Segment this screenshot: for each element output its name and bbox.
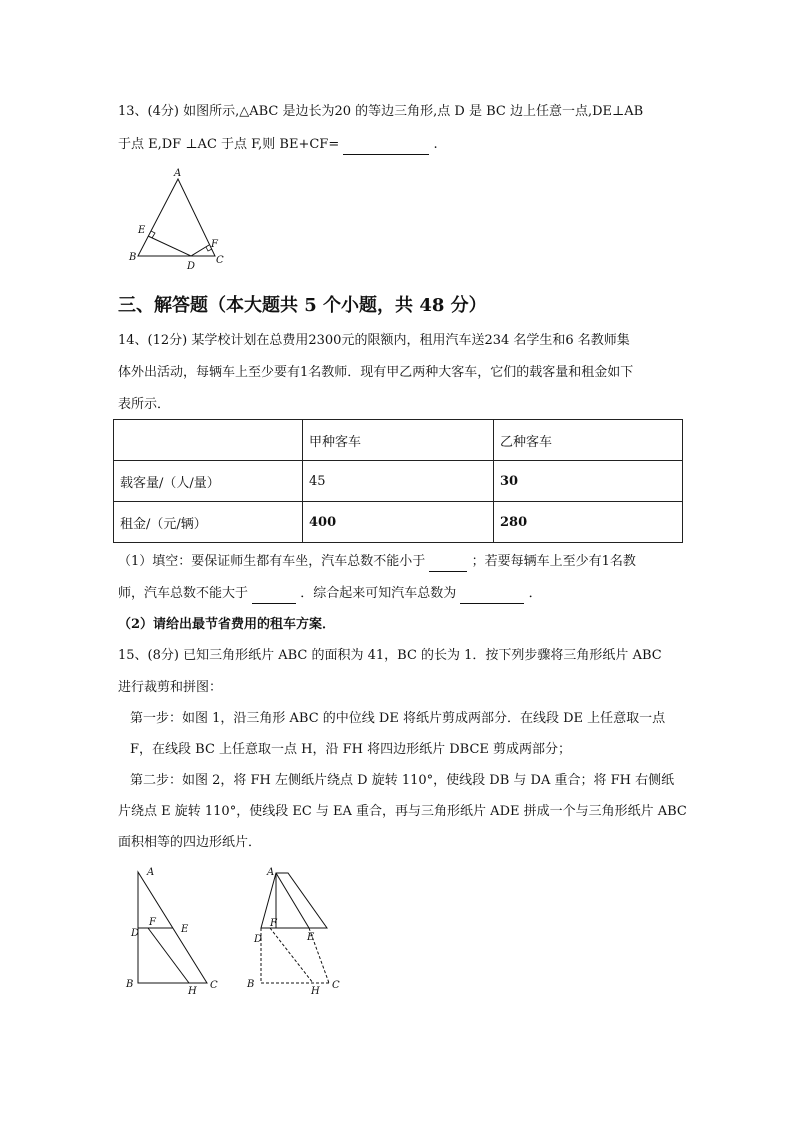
- q14-sub2: （2）请给出最节省费用的租车方案．: [118, 617, 336, 632]
- table-cell: 30: [494, 461, 683, 502]
- q13-line-2-end: .: [433, 137, 438, 152]
- fig1-label-a: A: [147, 867, 155, 878]
- section-3-title: 三、解答题（本大题共 5 个小题，共 48 分）: [118, 295, 487, 316]
- label-c: C: [216, 255, 224, 266]
- table-header-cell: [114, 420, 303, 461]
- q14-sub1-text-d: ．综合起来可知汽车总数为: [300, 586, 457, 601]
- q13-answer-blank: [343, 140, 429, 155]
- fig1-label-d: D: [131, 928, 140, 939]
- segment-df: [191, 245, 209, 256]
- q14-line-2: 体外出活动，每辆车上至少要有1名教师．现有甲乙两种大客车，它们的载客量和租金如下: [118, 365, 634, 380]
- fig1-cut-fh: [148, 928, 189, 983]
- label-e: E: [138, 225, 146, 236]
- table-cell: 租金/（元/辆）: [114, 502, 303, 543]
- bus-rental-table: [113, 419, 683, 543]
- fig1-label-c: C: [210, 980, 218, 991]
- fig1-label-b: B: [126, 979, 134, 990]
- table-header-cell: 乙种客车: [494, 420, 683, 461]
- label-b: B: [129, 252, 137, 263]
- q13-triangle-figure: [125, 165, 235, 275]
- q15-line-1: 15、(8分) 已知三角形纸片 ABC 的面积为 41，BC 的长为 1．按下列步骤将三角形纸片 ABC: [118, 648, 662, 663]
- q13-line-2: [118, 135, 438, 155]
- q15-step1-line-2: F，在线段 BC 上任意取一点 H，沿 FH 将四边形纸片 DBCE 剪成两部分；: [130, 742, 572, 757]
- table-row: [114, 502, 683, 543]
- q14-sub1-text-e: ．: [528, 586, 542, 601]
- q14-sub1-line-1: [118, 552, 636, 572]
- fig2-label-f: F: [270, 918, 277, 929]
- q13-line-1: 13、(4分) 如图所示,△ABC 是边长为20 的等边三角形,点 D 是 BC 边上任意一点,DE⊥AB: [118, 104, 644, 119]
- q14-sub1-text-b: ；若要每辆车上至少有1名教: [471, 554, 636, 569]
- right-angle-mark-e: [151, 231, 155, 238]
- q14-line-3: 表所示．: [118, 397, 171, 412]
- q13-line-2-text: 于点 E,DF ⊥AC 于点 F,则 BE+CF=: [118, 137, 340, 152]
- fig2-label-h: H: [311, 986, 320, 997]
- table-cell: 载客量/（人/量）: [114, 461, 303, 502]
- q15-step1-line-1: 第一步：如图 1，沿三角形 ABC 的中位线 DE 将纸片剪成两部分．在线段 DE 上任意取一点: [130, 711, 666, 726]
- fig2-label-c: C: [332, 980, 340, 991]
- q14-blank-3: [460, 589, 524, 604]
- table-cell: 280: [494, 502, 683, 543]
- q14-sub1-text-a: （1）填空：要保证师生都有车坐，汽车总数不能小于: [118, 554, 426, 569]
- table-header-row: [114, 420, 683, 461]
- fig2-segment-ae: [276, 873, 309, 928]
- table-cell: 45: [303, 461, 494, 502]
- q15-figure-2: [245, 862, 350, 997]
- fig2-label-d: D: [254, 934, 263, 945]
- triangle-abc: [138, 179, 215, 256]
- q15-figure-1: [122, 862, 227, 997]
- fig2-label-a: A: [267, 867, 275, 878]
- fig2-label-e: E: [307, 932, 315, 943]
- fig1-label-h: H: [188, 986, 197, 997]
- label-a: A: [174, 168, 182, 179]
- segment-de: [148, 236, 191, 256]
- fig1-label-e: E: [181, 924, 189, 935]
- fig1-label-f: F: [149, 917, 156, 928]
- q14-sub1-line-2: [118, 584, 542, 604]
- q15-step2-line-3: 面积相等的四边形纸片．: [118, 835, 262, 850]
- table-header-cell: 甲种客车: [303, 420, 494, 461]
- q15-line-2: 进行裁剪和拼图：: [118, 680, 223, 695]
- q15-step2-line-1: 第二步：如图 2，将 FH 左侧纸片绕点 D 旋转 110°，使线段 DB 与 DA 重合；将 FH 右侧纸: [130, 773, 675, 788]
- table-row: [114, 461, 683, 502]
- fig2-label-b: B: [247, 979, 255, 990]
- label-f: F: [211, 239, 218, 250]
- q14-blank-2: [252, 589, 296, 604]
- table-cell: 400: [303, 502, 494, 543]
- q15-step2-line-2: 片绕点 E 旋转 110°，使线段 EC 与 EA 重合，再与三角形纸片 ADE 拼成一个与三角形纸片 ABC: [118, 804, 687, 819]
- q14-line-1: 14、(12分) 某学校计划在总费用2300元的限额内，租用汽车送234 名学生和6 名教师集: [118, 333, 630, 348]
- q14-blank-1: [429, 557, 467, 572]
- q14-sub1-text-c: 师，汽车总数不能大于: [118, 586, 249, 601]
- label-d: D: [187, 261, 196, 272]
